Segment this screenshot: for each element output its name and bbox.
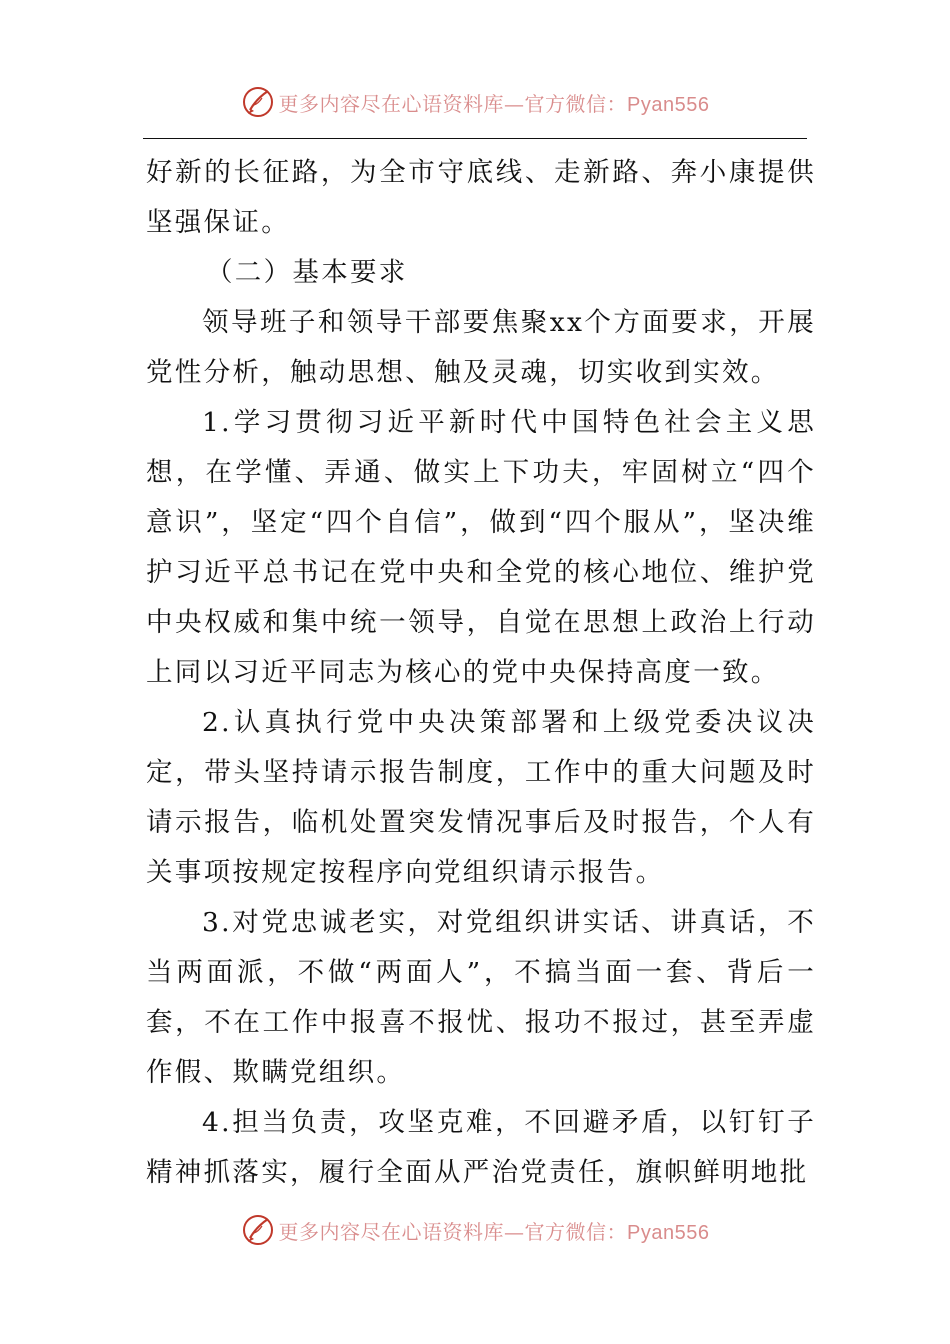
paragraph-item-3: 3.对党忠诚老实，对党组织讲实话、讲真话，不当两面派，不做“两面人”，不搞当面一套、背后一套，不在工作中报喜不报忧、报功不报过，甚至弄虚作假、欺瞒党组织。 — [146, 907, 816, 1088]
banner-text-cn: 更多内容尽在心语资料库—官方微信： — [278, 1219, 628, 1244]
pen-circle-logo-icon — [241, 85, 275, 119]
document-body — [146, 148, 816, 1198]
header-divider — [143, 138, 807, 139]
section-heading: （二）基本要求 — [206, 257, 408, 288]
header-banner — [0, 80, 950, 124]
pen-circle-logo-icon — [241, 1213, 275, 1247]
banner-wechat-id: Pyan556 — [627, 1221, 710, 1244]
banner-wechat-id: Pyan556 — [627, 93, 710, 116]
paragraph-continued: 好新的长征路，为全市守底线、走新路、奔小康提供坚强保证。 — [146, 157, 816, 238]
banner-text-cn: 更多内容尽在心语资料库—官方微信： — [278, 91, 628, 116]
footer-banner — [0, 1208, 950, 1252]
paragraph-item-2: 2.认真执行党中央决策部署和上级党委决议决定，带头坚持请示报告制度，工作中的重大问题及时请示报告，临机处置突发情况事后及时报告，个人有关事项按规定按程序向党组织请示报告。 — [146, 707, 816, 888]
banner-text — [279, 88, 710, 117]
banner-text — [279, 1216, 710, 1245]
paragraph-intro: 领导班子和领导干部要焦聚xx个方面要求，开展党性分析，触动思想、触及灵魂，切实收到实效。 — [146, 307, 816, 388]
paragraph-item-4: 4.担当负责，攻坚克难，不回避矛盾，以钉钉子精神抓落实，履行全面从严治党责任，旗帜鲜明地批 — [146, 1107, 816, 1188]
paragraph-item-1: 1.学习贯彻习近平新时代中国特色社会主义思想，在学懂、弄通、做实上下功夫，牢固树立“四个意识”，坚定“四个自信”，做到“四个服从”，坚决维护习近平总书记在党中央和全党的核心地位、维护党中央权威和集中统一领导，自觉在思想上政治上行动上同以习近平同志为核心的党中央保持高度一致。 — [146, 407, 816, 688]
